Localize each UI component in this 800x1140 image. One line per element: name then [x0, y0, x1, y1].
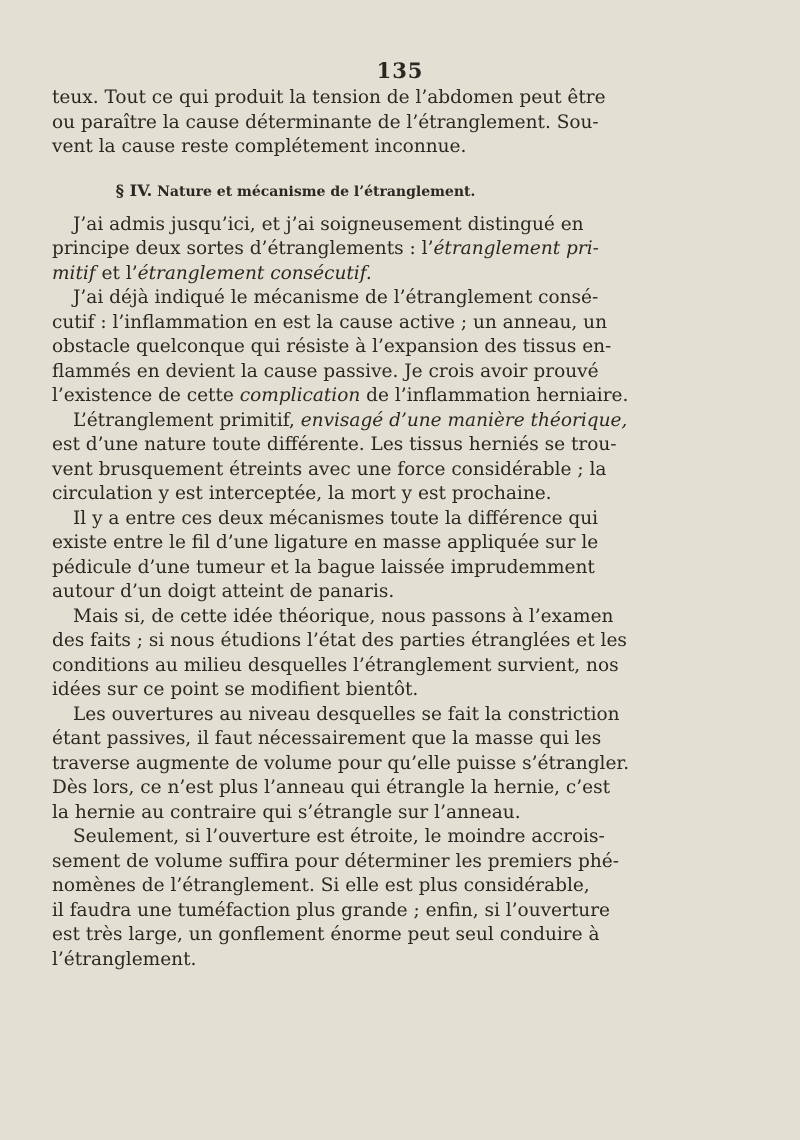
text-line: obstacle quelconque qui résiste à l’expansion des tissus en- [52, 336, 612, 357]
text-line: idées sur ce point se modifient bientôt. [52, 679, 419, 700]
text-line: nomènes de l’étranglement. Si elle est plus considérable, [52, 875, 590, 896]
text-line: Dès lors, ce n’est plus l’anneau qui étrangle la hernie, c’est [52, 777, 611, 798]
text-line: sement de volume suffira pour déterminer les premiers phé- [52, 850, 619, 872]
text-line: Les ouvertures au niveau desquelles se fait la constriction [73, 703, 620, 725]
text-line: est très large, un gonflement énorme peut seul conduire à [52, 924, 600, 945]
text-line: conditions au milieu desquelles l’étranglement survient, nos [52, 654, 619, 676]
italic-term: étranglement pri- [433, 238, 599, 259]
text-line: J’ai déjà indiqué le mécanisme de l’étranglement consé- [73, 287, 599, 308]
text-line: principe deux sortes d’étranglements : l’étranglement pri- [52, 238, 599, 259]
text-line: mitif et l’étranglement consécutif. [52, 262, 372, 284]
italic-term: complication [239, 385, 361, 406]
text-line: Il y a entre ces deux mécanismes toute la différence qui [73, 507, 599, 529]
page-number: 135 [376, 58, 424, 83]
text-line: L’étranglement primitif, envisagé d’une manière théorique, [73, 409, 628, 431]
text-line: J’ai admis jusqu’ici, et j’ai soigneusement distingué en [73, 213, 584, 235]
italic-term: étranglement consécutif. [137, 262, 372, 284]
text-line: étant passives, il faut nécessairement que la masse qui les [52, 728, 602, 749]
text-line: ou paraître la cause déterminante de l’étranglement. Sou- [52, 111, 599, 133]
text-line: cutif : l’inflammation en est la cause active ; un anneau, un [52, 311, 608, 333]
section-heading [52, 179, 539, 203]
section-title: Nature et mécanisme de l’étranglement. [157, 183, 476, 200]
text-line: des faits ; si nous étudions l’état des parties étranglées et les [52, 630, 627, 651]
section-number: § IV. [115, 180, 153, 200]
text-line: pédicule d’une tumeur et la bague laissée imprudemment [52, 556, 595, 578]
text-line: il faudra une tuméfaction plus grande ; enfin, si l’ouverture [52, 899, 610, 921]
text-line: Mais si, de cette idée théorique, nous passons à l’examen [73, 605, 614, 627]
text-line: l’existence de cette complication de l’inflammation herniaire. [52, 385, 629, 406]
text-line: Seulement, si l’ouverture est étroite, le moindre accrois- [73, 826, 605, 847]
text-line: existe entre le fil d’une ligature en masse appliquée sur le [52, 532, 599, 553]
text-line: vent la cause reste complétement inconnue. [52, 136, 467, 157]
text-line: est d’une nature toute différente. Les tissus herniés se trou- [52, 434, 617, 455]
text-line: flammés en devient la cause passive. Je crois avoir prouvé [52, 360, 599, 382]
text-line: l’étranglement. [52, 948, 197, 970]
body-text [52, 86, 630, 972]
text-line: traverse augmente de volume pour qu’elle puisse s’étrangler. [52, 752, 630, 774]
italic-term: mitif [52, 262, 96, 284]
italic-term: envisagé d’une manière théorique, [300, 409, 628, 431]
text-line: teux. Tout ce qui produit la tension de l’abdomen peut être [52, 87, 606, 108]
text-line: la hernie au contraire qui s’étrangle sur l’anneau. [52, 801, 521, 823]
text-line: autour d’un doigt atteint de panaris. [52, 581, 395, 602]
text-line: vent brusquement étreints avec une force considérable ; la [52, 458, 607, 480]
text-line: circulation y est interceptée, la mort y est prochaine. [52, 483, 552, 504]
